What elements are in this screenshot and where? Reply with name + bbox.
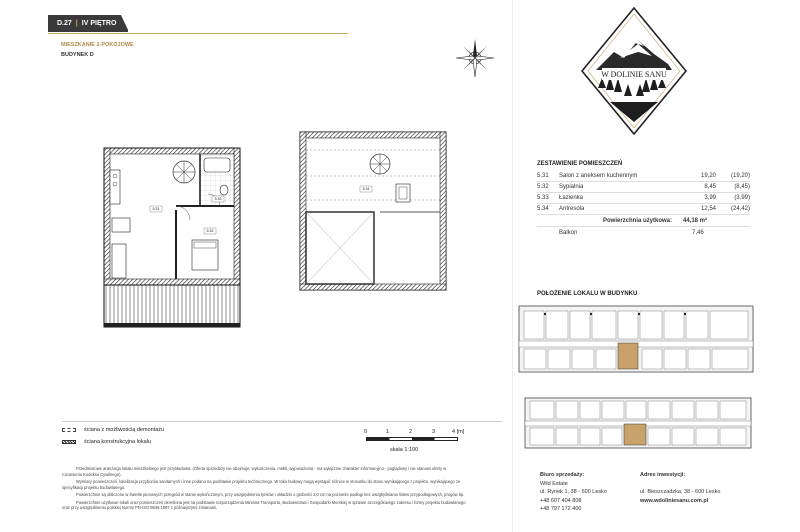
- logo-small: OSIEDLE: [627, 63, 641, 67]
- room-area: 3,99: [704, 195, 716, 201]
- usable-area-label: Powierzchnia użytkowa:: [602, 217, 672, 224]
- note-paragraph: Powierzchnie użytkowe lokali oraz pomieszczeń określona jest na podstawie rozporządzenia Ministra Transportu, Budownictwa i Gospodarki Morskiej w sprawie szczegółowego zakresu i formy projektu budowlanego oraz przy uwzględnieniu polskiej Normy PN-ISO 9836:1997 z późniejszymi zmianami.: [62, 499, 466, 511]
- balcony-row: [537, 227, 750, 238]
- apartment-type: MIESZKANIE 2-POKOJOWE: [61, 42, 134, 48]
- sales-office-phone[interactable]: +48 607 404 808: [540, 497, 582, 504]
- summary-row: [537, 193, 750, 204]
- investment-street: ul. Bieszczadzka, 38 - 600 Lesko: [640, 489, 721, 496]
- legend: [62, 424, 164, 448]
- sales-office-address: ul. Rynek 1, 38 - 600 Lesko: [540, 489, 607, 496]
- scale-tick: 2: [409, 429, 413, 435]
- mezzanine-plan: [300, 132, 446, 290]
- usable-area-value: 44,18 m²: [683, 217, 708, 224]
- lower-level-plan: [104, 148, 240, 327]
- scale-tick: 3: [432, 429, 436, 435]
- legend-item: [62, 436, 164, 448]
- room-tag: 5.33: [214, 197, 222, 201]
- room-name: Łazienka: [559, 195, 584, 201]
- room-tag: 5.31: [152, 207, 160, 211]
- room-name: Sypialnia: [559, 184, 584, 190]
- room-area-total: (24,42): [730, 206, 750, 212]
- summary-row: [537, 204, 750, 215]
- badge-separator: |: [75, 20, 78, 27]
- sales-office-phone[interactable]: +48 797 172 400: [540, 506, 582, 513]
- floor-label: IV PIĘTRO: [81, 20, 117, 27]
- scale-label: skala 1:100: [390, 447, 419, 453]
- unit-code: D.27: [57, 20, 72, 27]
- scale-tick: 4 [m]: [452, 429, 465, 435]
- room-code: 5.32: [537, 184, 549, 190]
- room-area: 8,45: [704, 184, 716, 190]
- summary-row: [537, 171, 750, 182]
- investment-heading: Adres inwestycji:: [640, 472, 686, 478]
- room-tag: 5.34: [362, 187, 370, 191]
- balcony-value: 7,46: [692, 229, 704, 236]
- rooms-summary-table: [537, 171, 750, 238]
- sales-office-company: Wild Estate: [540, 480, 568, 487]
- note-paragraph: Powierzchnie są obliczone w świetle pionowych przegród w stanie wykończonym, przy uwzględnieniu tynków i okładzin o grubości 2,0 cm na poziomie podłogi bez uwzględniania listew przypodłogowych, progów itp.: [76, 492, 465, 498]
- investment-address: [640, 471, 720, 505]
- room-area-total: (3,99): [734, 195, 750, 201]
- room-code: 5.31: [537, 173, 549, 179]
- summary-row: [537, 182, 750, 193]
- location-title: POŁOŻENIE LOKALU W BUDYNKU: [537, 291, 638, 297]
- building-label: BUDYNEK D: [61, 52, 94, 58]
- balcony-label: Balkon: [559, 229, 578, 236]
- room-area-total: (19,20): [730, 173, 750, 179]
- building-key-plan-lower: [524, 397, 752, 449]
- hatched-wall-swatch: [62, 440, 76, 444]
- scale-bar: [362, 429, 472, 445]
- note-paragraph: Przedmiotowe aranżacja lokalu mieszkalnego jest przykładowa. (Oferta sprzedaży nie obejmuje: wykończenia, mebli, wyposażenia - ma wyłącznie charakter informacyjno - poglądowy i nie stanowi oferty w rozumieniu Kodeksu Cywilnego).: [62, 466, 447, 477]
- legend-item: [62, 424, 164, 436]
- rooms-summary-title: ZESTAWIENIE POMIESZCZEŃ: [537, 161, 623, 167]
- legend-text: ściana z możliwością demontażu: [84, 427, 165, 433]
- room-tag: 5.32: [206, 229, 214, 233]
- legend-divider: [62, 421, 502, 422]
- room-code: 5.33: [537, 195, 549, 201]
- room-area: 12,54: [700, 206, 716, 212]
- dashed-wall-swatch: [62, 428, 76, 432]
- disclaimer-notes: [62, 466, 467, 513]
- investment-website[interactable]: www.wdoliniesanu.com.pl: [640, 497, 709, 504]
- room-code: 5.34: [537, 206, 549, 212]
- scale-tick: 1: [386, 429, 390, 435]
- room-name: Antresola: [559, 206, 585, 212]
- room-area-total: (8,45): [734, 184, 750, 190]
- scale-tick: 0: [364, 429, 368, 435]
- room-area: 19,20: [700, 173, 716, 179]
- note-paragraph: Wymiary pomieszczeń, lokalizacja przyborów sanitarnych i inne podano na podstawie projektu technicznego. W toku budowy mogą wystąpić różnice w stosunku do stanu wynikającego z projektu, wynikającego ze specyfikacji projektu budowlanego.: [62, 479, 461, 490]
- development-logo: [580, 6, 688, 136]
- sales-office-heading: Biuro sprzedaży:: [540, 472, 585, 478]
- building-key-plan-upper: [518, 305, 754, 373]
- room-name: Salon z aneksem kuchennym: [559, 173, 638, 179]
- usable-area-row: [537, 215, 750, 227]
- legend-text: ściana konstrukcyjna lokalu: [84, 439, 151, 445]
- sales-office: [540, 471, 607, 514]
- logo-brand: W DOLINIE SANU: [601, 70, 667, 79]
